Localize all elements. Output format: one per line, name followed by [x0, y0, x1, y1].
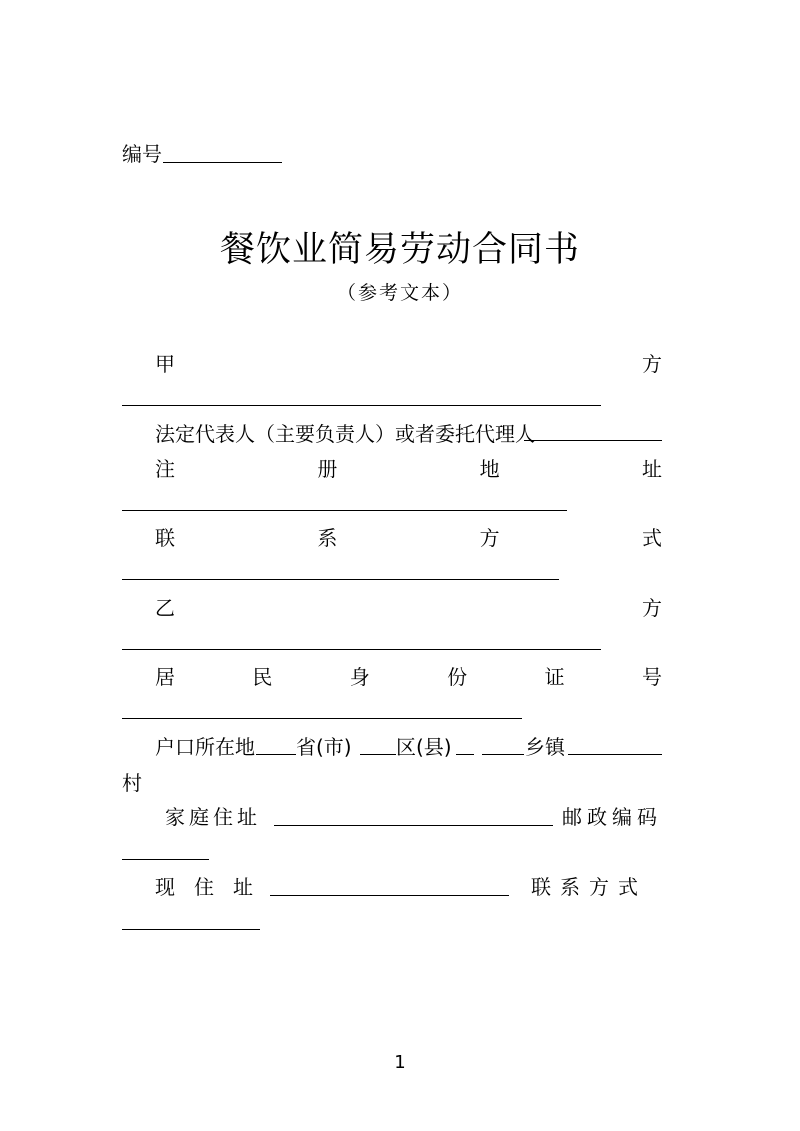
- id-label-char: 身: [349, 665, 370, 689]
- hukou-label: 户口所在地: [155, 735, 255, 759]
- id-label-char: 证: [544, 665, 565, 689]
- hukou-district-label: 区(县): [396, 735, 452, 759]
- home-address-field[interactable]: [274, 825, 553, 826]
- party-a-contact-field[interactable]: [122, 579, 559, 580]
- party-b-name-field[interactable]: [122, 649, 601, 650]
- hukou-village-label: 村: [122, 771, 142, 795]
- party-b-contact-label: 联系方式: [531, 875, 647, 899]
- serial-number-field[interactable]: [163, 162, 282, 163]
- current-address-field[interactable]: [270, 895, 509, 896]
- hukou-town-field-a[interactable]: [456, 754, 474, 755]
- party-a-address-field[interactable]: [122, 510, 567, 511]
- home-address-label: 家庭住址: [165, 805, 261, 829]
- contact-label-char: 方: [479, 526, 500, 550]
- address-label-char: 注: [155, 457, 175, 481]
- page-number: 1: [394, 1052, 406, 1073]
- representative-label: 法定代表人（主要负责人）或者委托代理人: [155, 422, 535, 446]
- hukou-town-label: 乡镇: [525, 735, 565, 759]
- party-b-label-char: 方: [642, 596, 662, 620]
- id-label-char: 号: [641, 665, 662, 689]
- hukou-district-field[interactable]: [360, 754, 396, 755]
- serial-number-label: 编号: [122, 142, 162, 166]
- party-b-label: [155, 595, 662, 621]
- party-a-label: [155, 351, 662, 377]
- id-label-char: 居: [155, 665, 175, 689]
- hukou-town-field-b[interactable]: [482, 754, 524, 755]
- representative-field[interactable]: [524, 440, 662, 441]
- party-a-label-char: 甲: [155, 352, 175, 376]
- address-label-char: 址: [641, 457, 662, 481]
- id-label-char: 份: [447, 665, 468, 689]
- address-label-char: 地: [479, 457, 500, 481]
- address-label-char: 册: [317, 457, 338, 481]
- hukou-village-field[interactable]: [568, 754, 662, 755]
- id-label-char: 民: [252, 665, 273, 689]
- hukou-province-label: 省(市): [296, 735, 352, 759]
- party-a-address-label: [155, 456, 662, 482]
- document-subtitle: （参考文本）: [336, 282, 463, 304]
- postal-code-field[interactable]: [122, 859, 209, 860]
- party-a-name-field[interactable]: [122, 405, 601, 406]
- current-address-label: 现住址: [155, 875, 272, 899]
- party-a-contact-label: [155, 525, 662, 551]
- document-title: 餐饮业简易劳动合同书: [219, 230, 580, 270]
- hukou-province-field[interactable]: [256, 754, 296, 755]
- contact-label-char: 系: [317, 526, 338, 550]
- id-number-label: [155, 664, 662, 690]
- party-b-contact-field[interactable]: [122, 929, 260, 930]
- contact-label-char: 联: [155, 526, 175, 550]
- party-b-label-char: 乙: [155, 596, 175, 620]
- party-a-label-char: 方: [642, 352, 662, 376]
- contact-label-char: 式: [641, 526, 662, 550]
- postal-code-label: 邮政编码: [562, 805, 662, 829]
- id-number-field[interactable]: [122, 718, 522, 719]
